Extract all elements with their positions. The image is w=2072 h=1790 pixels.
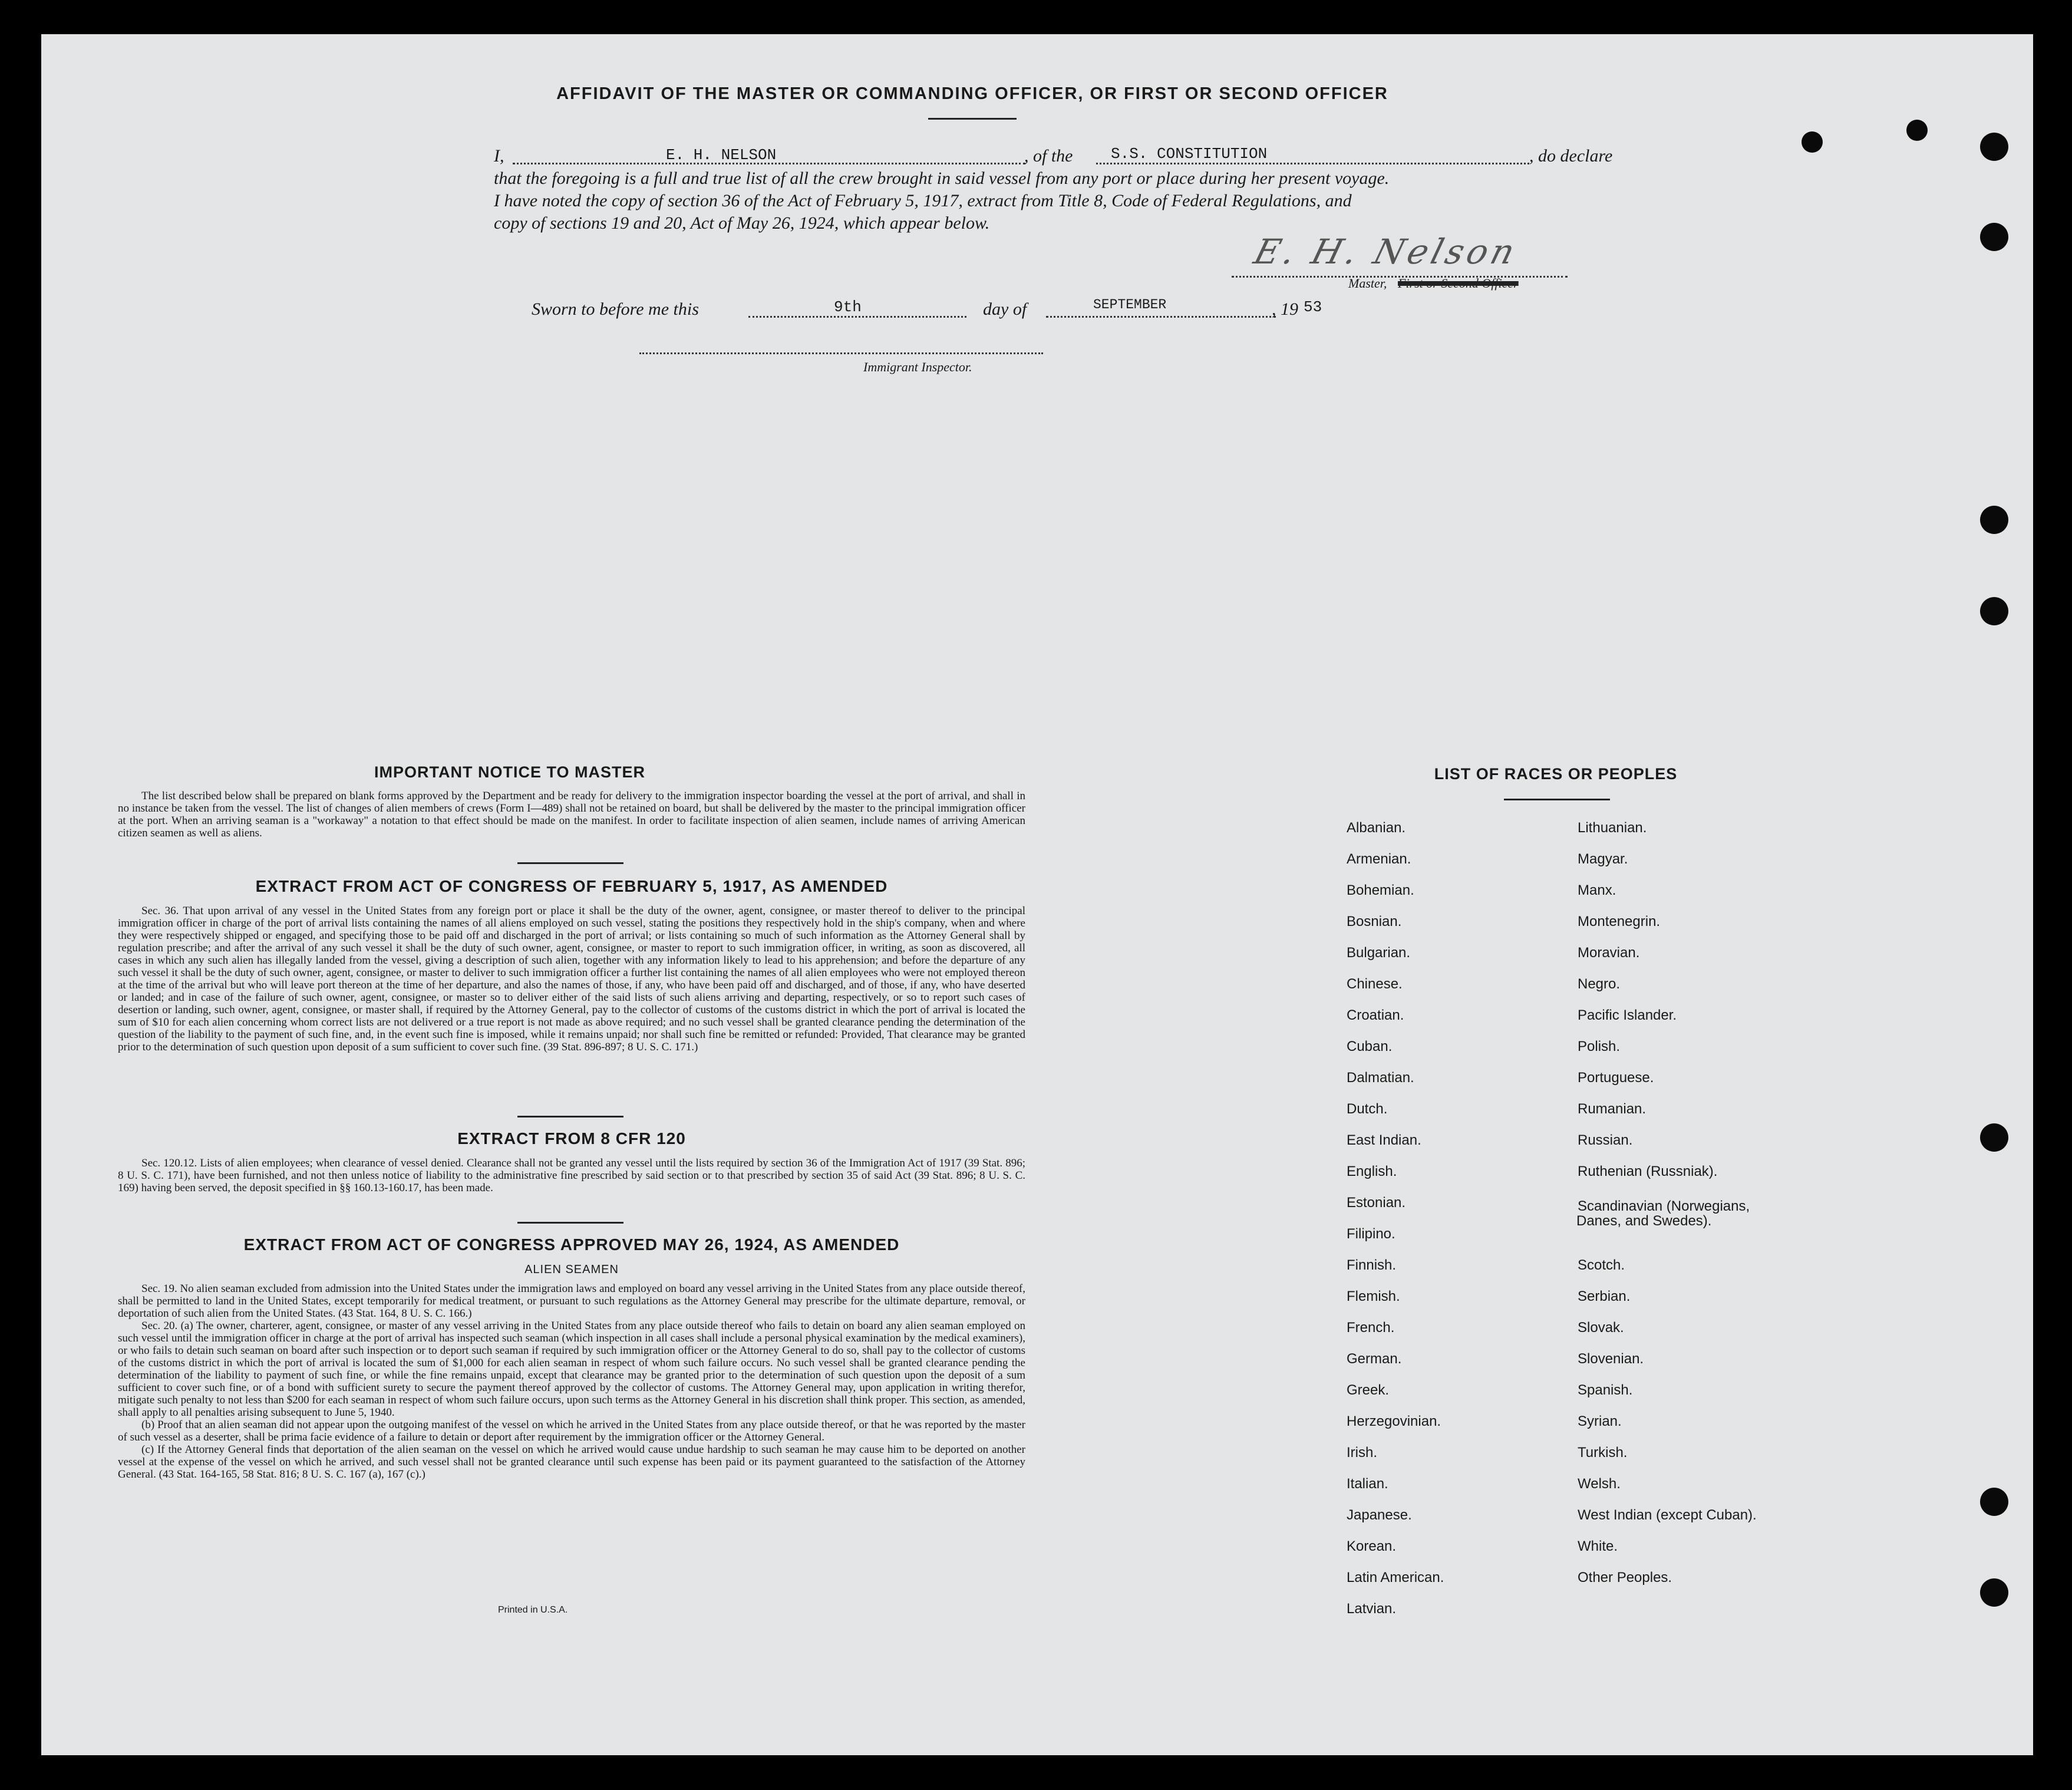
- sec20c-text: (c) If the Attorney General finds that deportation of the alien seaman on the vessel on which he arrived would cause undue hardship to such seaman he may cause him to be deported on another vessel at the expense of the vessel on which he arrived, and such vessel shall not be granted clearance until such expense has been paid or its payment guaranteed to the satisfaction of the Attorney General. (43 Stat. 164-165, 58 Stat. 816; 8 U. S. C. 167 (a), 167 (c).): [118, 1443, 1025, 1481]
- extract-cfr-body: [118, 1157, 1025, 1194]
- punch-hole: [1980, 1123, 2008, 1152]
- extract-1924-body: [118, 1283, 1025, 1481]
- punch-hole: [1980, 1578, 2008, 1607]
- punch-hole: [1980, 1488, 2008, 1516]
- extract-cfr-rule: [517, 1222, 623, 1224]
- race-item: Danes, and Swedes).: [1576, 1213, 1712, 1229]
- race-item: Portuguese.: [1578, 1070, 1654, 1086]
- punch-hole: [1980, 223, 2008, 251]
- race-item: Japanese.: [1347, 1507, 1412, 1523]
- extract-1917-text: Sec. 36. That upon arrival of any vessel in the United States from any foreign port or place it shall be the duty of the owner, agent, consignee, or master thereof to deliver to the principal immigration officer in charge of the port of arrival lists containing the names of all aliens employed on such vessel, stating the positions they respectively hold in the ship's company, when and where they were respectively shipped or engaged, and specifying those to be paid off and discharged in the port of arrival; or lists containing so much of such information as the Attorney General shall by regulation prescribe; and after the arrival of any such vessel it shall be the duty of such owner, agent, consignee, or master to report to such immigration officer, in writing, as soon as discovered, all cases in which any such alien has illegally landed from the vessel, giving a description of such alien, together with any information likely to lead to his apprehension; and before the departure of any such vessel it shall be the duty of such owner, agent, consignee, or master to deliver to such immigration officer a further list containing the names of all alien employees who were not employed thereon at the time of the arrival but who will leave port thereon at the time of her departure, and also the names of those, if any, who have been paid off and discharged, and of those, if any, who have deserted or landed; and in case of the failure of such owner, agent, consignee, or master so to deliver either of the said lists of such aliens arriving and departing, respectively, or so to report such cases of desertion or landing, such owner, agent, consignee, or master shall, if required by the Attorney General, pay to the collector of customs of the customs district in which the port of arrival is located the sum of $10 for each alien concerning whom correct lists are not delivered or a true report is not made as above required; and no such vessel shall be granted clearance pending the determination of the question of the liability to the payment of such fine, and, in the event such fine is imposed, while it remains unpaid; nor shall such fine be remitted or refunded: Provided, That clearance may be granted prior to the determination of such question upon deposit of a sum sufficient to cover such fine. (39 Stat. 896-897; 8 U. S. C. 171.): [118, 905, 1025, 1053]
- extract-cfr-text: Sec. 120.12. Lists of alien employees; when clearance of vessel denied. Clearance shall not be granted any vessel until the lists required by section 36 of the Immigration Act of 1917 (39 Stat. 896; 8 U. S. C. 171), have been furnished, and not then unless notice of liability to the administrative fine prescribed by said section or to that prescribed by section 35 of said Act (39 Stat. 896; 8 U. S. C. 169) having been served, the deposit specified in §§ 160.13-160.17, has been made.: [118, 1157, 1025, 1194]
- vessel-value: S.S. CONSTITUTION: [1111, 145, 1268, 163]
- alien-seamen-subheading: ALIEN SEAMEN: [524, 1263, 619, 1276]
- master-signature: E. H. Nelson: [1249, 232, 1523, 272]
- declare-label: , do declare: [1529, 146, 1613, 166]
- race-item: Greek.: [1347, 1382, 1390, 1398]
- sec20a-text: Sec. 20. (a) The owner, charterer, agent, consignee, or master of any vessel arriving in the United States from any place outside thereof who fails to detain on board any alien seaman employed on such vessel until the immigration officer in charge at the port of arrival has inspected such seaman (which inspection in all cases shall include a personal physical examination by the medical examiners), or who fails to detain such seaman on board after such inspection or to deport such seaman if required by such immigration officer or the Attorney General to do so, shall pay to the collector of customs of the customs district in which the port of arrival is located the sum of $1,000 for each alien seaman in respect of whom such failure occurs. No such vessel shall be granted clearance pending the determination of the liability to payment of such fine, or while the fine remains unpaid, except that clearance may be granted prior to the determination of such question upon the deposit of a sum sufficient to cover such fine, or of a bond with sufficient surety to secure the payment thereof approved by the collector of customs. The Attorney General may, upon application in writing therefor, mitigate such penalty to not less than $200 for each seaman in respect of whom such failure occurs, upon such terms as the Attorney General in his discretion shall think proper. This section, as amended, shall apply to all penalties arising subsequent to June 5, 1940.: [118, 1320, 1025, 1419]
- sec20a-paragraph: [118, 1320, 1025, 1419]
- race-item: East Indian.: [1347, 1132, 1421, 1148]
- race-item: Other Peoples.: [1578, 1570, 1672, 1585]
- title-rule: [928, 118, 1017, 120]
- declaration-line-4: copy of sections 19 and 20, Act of May 26, 1924, which appear below.: [494, 213, 990, 233]
- race-item: Magyar.: [1578, 851, 1628, 867]
- vessel-line: [1096, 163, 1529, 164]
- race-item: Finnish.: [1347, 1257, 1397, 1273]
- race-item: Chinese.: [1347, 976, 1403, 992]
- of-the-label: , of the: [1024, 146, 1073, 166]
- sec20b-text: (b) Proof that an alien seaman did not appear upon the outgoing manifest of the vessel on which he arrived in the United States from any place outside thereof, or that he was reported by the master of such vessel as a deserter, shall be prima facie evidence of a failure to detain or deport after requirement by the immigration officer or the Attorney General.: [118, 1419, 1025, 1443]
- race-item: Montenegrin.: [1578, 914, 1661, 929]
- race-item: Ruthenian (Russniak).: [1578, 1163, 1718, 1179]
- sworn-label: Sworn to before me this: [532, 299, 699, 319]
- race-item: Bosnian.: [1347, 914, 1402, 929]
- race-item: Turkish.: [1578, 1445, 1628, 1461]
- race-item: Cuban.: [1347, 1039, 1393, 1054]
- race-item: Polish.: [1578, 1039, 1621, 1054]
- notice-heading: IMPORTANT NOTICE TO MASTER: [374, 763, 645, 781]
- race-item: Flemish.: [1347, 1288, 1400, 1304]
- declaration-line-2: that the foregoing is a full and true list of all the crew brought in said vessel from any port or place during her present voyage.: [494, 169, 1390, 188]
- punch-hole: [1906, 120, 1928, 141]
- race-item: Russian.: [1578, 1132, 1633, 1148]
- month-line: [1046, 316, 1276, 318]
- race-item: English.: [1347, 1163, 1397, 1179]
- day-value: 9th: [834, 298, 862, 316]
- race-item: Irish.: [1347, 1445, 1378, 1461]
- race-item: Armenian.: [1347, 851, 1411, 867]
- extract-1917-rule: [517, 1116, 623, 1117]
- race-item: Bohemian.: [1347, 882, 1414, 898]
- race-item: Moravian.: [1578, 945, 1640, 961]
- master-struck-text: First or Second Officer: [1398, 276, 1519, 291]
- sec19-paragraph: [118, 1283, 1025, 1320]
- race-item: Rumanian.: [1578, 1101, 1647, 1117]
- race-item: Manx.: [1578, 882, 1616, 898]
- races-rule: [1504, 799, 1610, 800]
- extract-cfr-heading: EXTRACT FROM 8 CFR 120: [457, 1129, 686, 1148]
- inspector-label: Immigrant Inspector.: [863, 360, 972, 374]
- day-of-label: day of: [983, 299, 1027, 319]
- race-item: Dutch.: [1347, 1101, 1388, 1117]
- race-item: Bulgarian.: [1347, 945, 1411, 961]
- race-item: Negro.: [1578, 976, 1621, 992]
- race-item: Korean.: [1347, 1538, 1397, 1554]
- race-item: Dalmatian.: [1347, 1070, 1414, 1086]
- notice-body: [118, 790, 1025, 839]
- day-line: [748, 316, 966, 318]
- extract-1917-body: [118, 905, 1025, 1053]
- sec19-text: Sec. 19. No alien seaman excluded from admission into the United States under the immigration laws and employed on board any vessel arriving in the United States from any place outside thereof, shall be permitted to land in the United States, except temporarily for medical treatment, or pursuant to such regulations as the Attorney General may prescribe for the ultimate departure, removal, or deportation of such alien from the United States. (43 Stat. 164, 8 U. S. C. 166.): [118, 1283, 1025, 1320]
- race-item: Filipino.: [1347, 1226, 1395, 1242]
- race-item: Scotch.: [1578, 1257, 1625, 1273]
- race-item: Lithuanian.: [1578, 820, 1647, 836]
- race-item: German.: [1347, 1351, 1402, 1367]
- notice-rule: [517, 862, 623, 864]
- race-item: White.: [1578, 1538, 1618, 1554]
- race-item: Scandinavian (Norwegians,: [1578, 1198, 1750, 1214]
- race-item: Italian.: [1347, 1476, 1388, 1492]
- race-item: Welsh.: [1578, 1476, 1621, 1492]
- race-item: Estonian.: [1347, 1195, 1406, 1211]
- race-item: Serbian.: [1578, 1288, 1631, 1304]
- notice-text: The list described below shall be prepared on blank forms approved by the Department and be ready for delivery to the immigration inspector boarding the vessel at the port of arrival, and shall in no instance be taken from the vessel. The list of changes of alien members of crews (Form I—489) shall not be retained on board, but shall be delivered by the master to the principal immigration officer at the port. When an arriving seaman is a "workaway" a notation to that effect should be made on the manifest. In order to facilitate inspection of alien seamen, include names of arriving American citizen seamen as well as aliens.: [118, 790, 1025, 839]
- race-item: Pacific Islander.: [1578, 1007, 1677, 1023]
- punch-hole: [1980, 597, 2008, 625]
- race-item: French.: [1347, 1320, 1395, 1336]
- race-item: Croatian.: [1347, 1007, 1404, 1023]
- race-item: Spanish.: [1578, 1382, 1633, 1398]
- race-item: Herzegovinian.: [1347, 1413, 1441, 1429]
- race-item: Latin American.: [1347, 1570, 1444, 1585]
- year-prefix: , 19: [1272, 299, 1298, 319]
- sec20c-paragraph: [118, 1443, 1025, 1481]
- declaration-line-3: I have noted the copy of section 36 of the Act of February 5, 1917, extract from Title 8, Code of Federal Regulations, and: [494, 191, 1352, 210]
- printed-in-usa: Printed in U.S.A.: [498, 1605, 568, 1615]
- year-value: 53: [1304, 298, 1322, 316]
- races-heading: LIST OF RACES OR PEOPLES: [1434, 765, 1678, 783]
- punch-hole: [1980, 506, 2008, 534]
- extract-1917-heading: EXTRACT FROM ACT OF CONGRESS OF FEBRUARY 5, 1917, AS AMENDED: [255, 877, 888, 895]
- punch-hole: [1802, 131, 1823, 153]
- document-sheet: [41, 34, 2033, 1755]
- master-label: Master,: [1348, 276, 1387, 291]
- extract-1924-heading: EXTRACT FROM ACT OF CONGRESS APPROVED MAY 26, 1924, AS AMENDED: [243, 1235, 900, 1254]
- race-item: Slovenian.: [1578, 1351, 1644, 1367]
- inspector-line: [639, 352, 1043, 354]
- race-item: Syrian.: [1578, 1413, 1622, 1429]
- month-value: SEPTEMBER: [1093, 297, 1167, 312]
- name-value: E. H. NELSON: [666, 146, 777, 164]
- i-label: I,: [494, 146, 504, 166]
- race-item: Slovak.: [1578, 1320, 1624, 1336]
- affidavit-title: AFFIDAVIT OF THE MASTER OR COMMANDING OFFICER, OR FIRST OR SECOND OFFICER: [556, 84, 1388, 103]
- punch-hole: [1980, 133, 2008, 161]
- race-item: West Indian (except Cuban).: [1578, 1507, 1757, 1523]
- race-item: Albanian.: [1347, 820, 1406, 836]
- race-item: Latvian.: [1347, 1601, 1397, 1617]
- sec20b-paragraph: [118, 1419, 1025, 1443]
